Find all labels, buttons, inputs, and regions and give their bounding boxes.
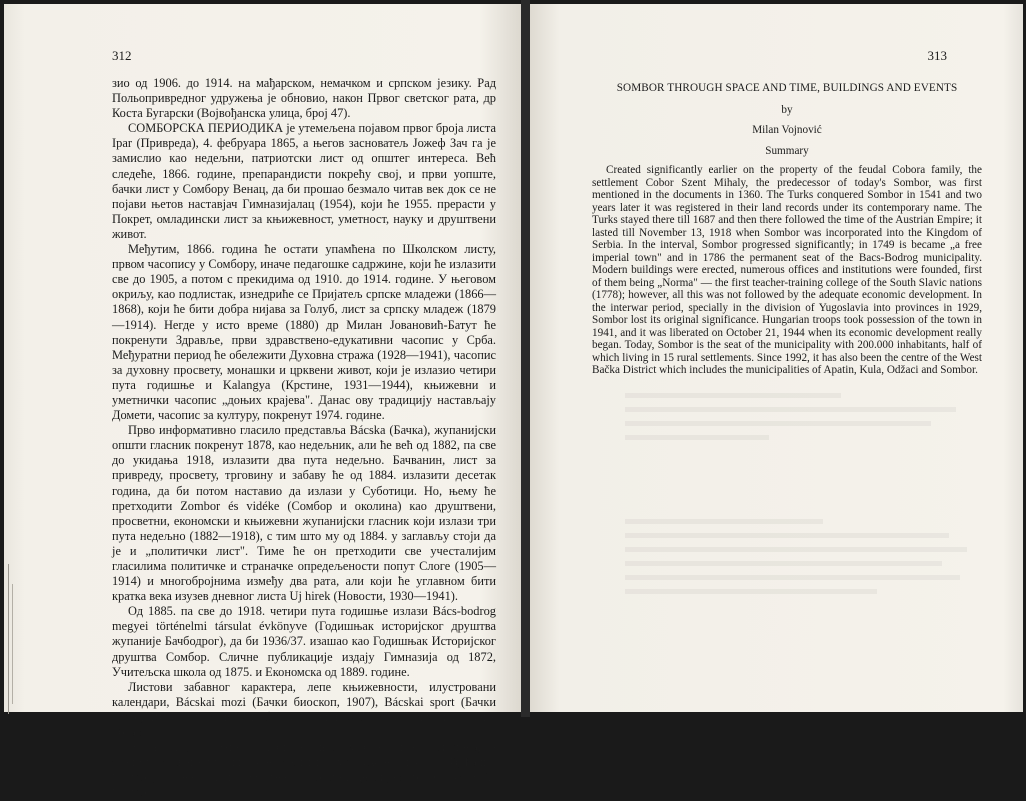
left-page xyxy=(4,4,521,800)
right-page-number: 313 xyxy=(927,48,947,63)
paragraph: Прво информативно гласило представља Bácska (Бачка), жупанијски општи гласник покренут 1878, као недељник, али ће већ од 1882, па све до укидања 1918, излазити два пута недељно. Бачванин, лист за привреду, просвету, трговину и забаву ће од 1884. излазити десетак година, да би потом наставио да излази у Суботици. Но, њему ће претходити Zombor és vidéke (Сомбор и околина) као друштвени, просветни, економски и књижевни жупанијски гласник који излази три пута недељно (1882—1918), с тим што му од 1884. у заглављу стоји да је и „политички лист". Тиме ће он претходити све учесталијим гласилима политичке и страначке опредељености попут Слоге (1905—1914) и многобројнима између два рата, али који ће углавном бити кратка века изузев дневног листа Uj hirek (Новости, 1930—1941). xyxy=(112,423,496,604)
section-heading: Summary xyxy=(765,145,809,157)
left-page-body xyxy=(112,76,496,801)
byline-label: by xyxy=(781,104,793,116)
page-edge-decoration xyxy=(8,564,17,714)
show-through-text xyxy=(625,384,985,684)
left-page-number: 312 xyxy=(112,48,132,63)
right-page xyxy=(530,4,1023,712)
paragraph: Created significantly earlier on the property of the feudal Cobora family, the settlement Cobor Szent Mihaly, the predecessor of today's Sombor, was first mentioned in the documents in 1360. The Turks conquered Sombor in 1541 and two years later it was registered in their land records under its contemporary name. The Turks stayed there till 1687 and then there followed the time of the Austrian Empire; it lasted till November 13, 1918 when Sombor was incorporated into the Kingdom of Serbia. In the interval, Sombor progressed significantly; in 1749 is became „a free imperial town" and in 1786 the permanent seat of the Bacs-Bodrog municipality. Modern buildings were erected, numerous offices and institutions were founded, first of them being „Norma" — the first teacher-training college of the South Slavic nations (1778); however, all this was not followed by the adequate economic development. In the interwar period, specially in the division of Yugoslavia into provinces in 1929, Sombor lost its original significance. Hungarian troops took possession of the town in 1941, and it was liberated on October 21, 1944 when its economic development really began. Today, Sombor is the seat of the municipality with 200.000 inhabitants, half of which living in 15 rural settlements. Since 1992, it has also been the centre of the West Bačka District which includes the municipalities of Apatin, Kula, Odžaci and Sombor. xyxy=(592,164,982,376)
right-page-body xyxy=(592,164,982,377)
book-gutter xyxy=(521,0,530,717)
paragraph: Након Другог рата јавност је информисана преко билтена, а традицију јавних гласила ће наставити Сомборске новине (1954), Радио Сомбор, а однедавно и приватне радио станице Сијестар и Сонет и ТВ Сомбор. xyxy=(112,740,496,800)
paragraph: Међутим, 1866. година ће остати упамћена по Школском листу, првом часопису у Сомбору, иначе педагошке садржине, који ће излазити све до 1905, а потом с прекидима од 1910. до 1914. године. У његовом окриљу, као подлистак, изнедриће се Пријатељ српске младежи (1866—1868), који ће бити добра нијава за Голуб, лист за српску младеж (1879—1914). Негде у исто време (1880) др Милан Јовановић-Батут ће покренути Здравље, први здравствено-едукативни часопис у Срба. Међуратни период ће обележити Духовна стража (1928—1941), часопис за духовну просвету, монашки и црквени живот, који је излазио четири пута годишње и Kalangya (Крстине, 1931—1944), књижевни и уметнички часопис „доњих крајева". Данас ову традицију настављају Домети, часопис за културу, покренут 1974. године. xyxy=(112,242,496,423)
author-name: Milan Vojnović xyxy=(752,124,822,136)
article-title: SOMBOR THROUGH SPACE AND TIME, BUILDINGS AND EVENTS xyxy=(616,82,958,94)
paragraph: Листови забавног карактера, лепе књижевности, илустровани календари, Bácskai mozi (Бачки биоскоп, 1907), Bácskai sport (Бачки спорт, 1914) имају своју публику и задовољавају њен укус из разних области. xyxy=(112,679,496,740)
paragraph: Од 1885. па све до 1918. четири пута годишње излази Bács-bodrog megyei történelmi társulat évkönyve (Годишњак историјског друштва жупаније Бачбодрог), да би 1936/37. изашао као Годишњак Историјског друштва Сомбор. Сличне публикације издају Гимназија од 1872, Учитељска школа од 1875. и Економска од 1889. године. xyxy=(112,604,496,679)
paragraph: зио од 1906. до 1914. на мађарском, немачком и српском језику. Рад Польопривредног удружења је обновио, након Првог светског рата, др Коста Бугарски (Војвођанска улица, број 47). xyxy=(112,76,496,121)
paragraph: СОМБОРСКА ПЕРИОДИКА је утемељена појавом првог броја листа Ipar (Привреда), 4. фебруара 1865, а његов засноватељ Јожеф Зач га је замислио као недељни, патриотски лист од општег интереса. Већ следеће, 1866. године, препарандисти покрећу свој, и први уопште, бачки лист у Сомбору Венац, да би прошао безмало читав век док се не појави њетов наставјач Гимназијалац (1954), који ће 1955. прерасти у Покрет, омладински лист за књижевност, уметност, науку и друштвени живот. xyxy=(112,121,496,241)
